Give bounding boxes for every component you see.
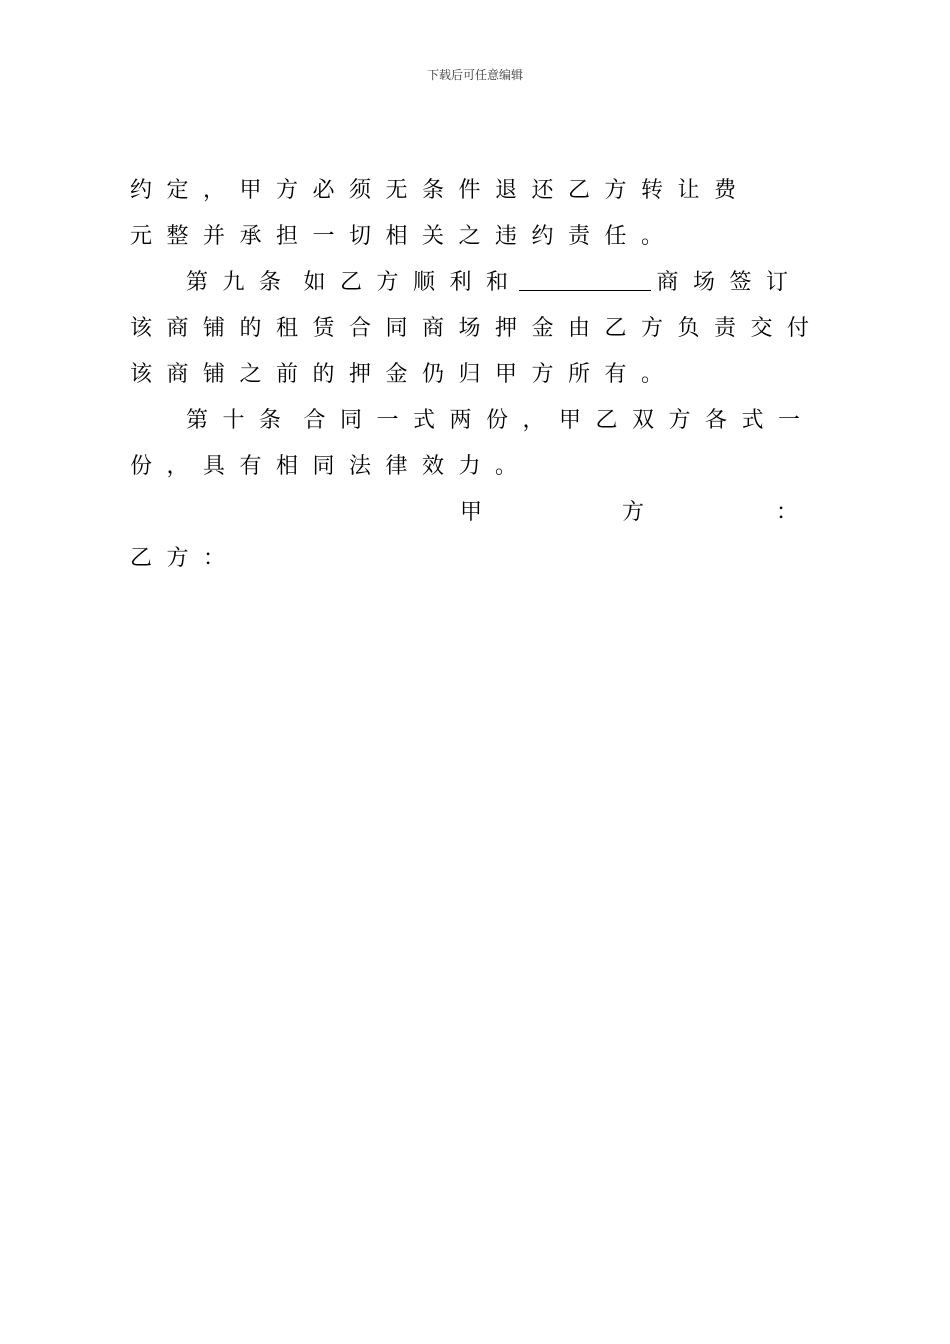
paragraph-line: 该商铺之前的押金仍归甲方所有。 — [130, 362, 678, 387]
paragraph-line: 约定，甲方必须无条件退还乙方转让费 — [130, 178, 751, 203]
party-a-colon: ： — [776, 500, 799, 525]
paragraph-line: 元整并承担一切相关之违约责任。 — [130, 224, 678, 249]
article-9-label: 第九条 — [186, 270, 296, 295]
party-a-label-char2: 方 — [622, 500, 645, 525]
paragraph-line: 该商铺的租赁合同商场押金由乙方负责交付 — [130, 316, 824, 341]
fill-in-blank — [519, 268, 651, 291]
paragraph-line: 份，具有相同法律效力。 — [130, 454, 532, 479]
page-header: 下载后可任意编辑 — [426, 68, 523, 82]
article-10-text: 合同一式两份，甲乙双方各式一 — [303, 408, 815, 433]
party-a-label-char1: 甲 — [460, 500, 483, 525]
article-10-line — [186, 406, 815, 436]
article-9-text: 如乙方顺利和 — [303, 270, 523, 295]
party-b-signature-line: 乙方： — [130, 546, 240, 571]
article-9-text-after-blank: 商场签订 — [656, 270, 803, 295]
article-10-label: 第十条 — [186, 408, 296, 433]
article-9-line — [186, 268, 803, 298]
